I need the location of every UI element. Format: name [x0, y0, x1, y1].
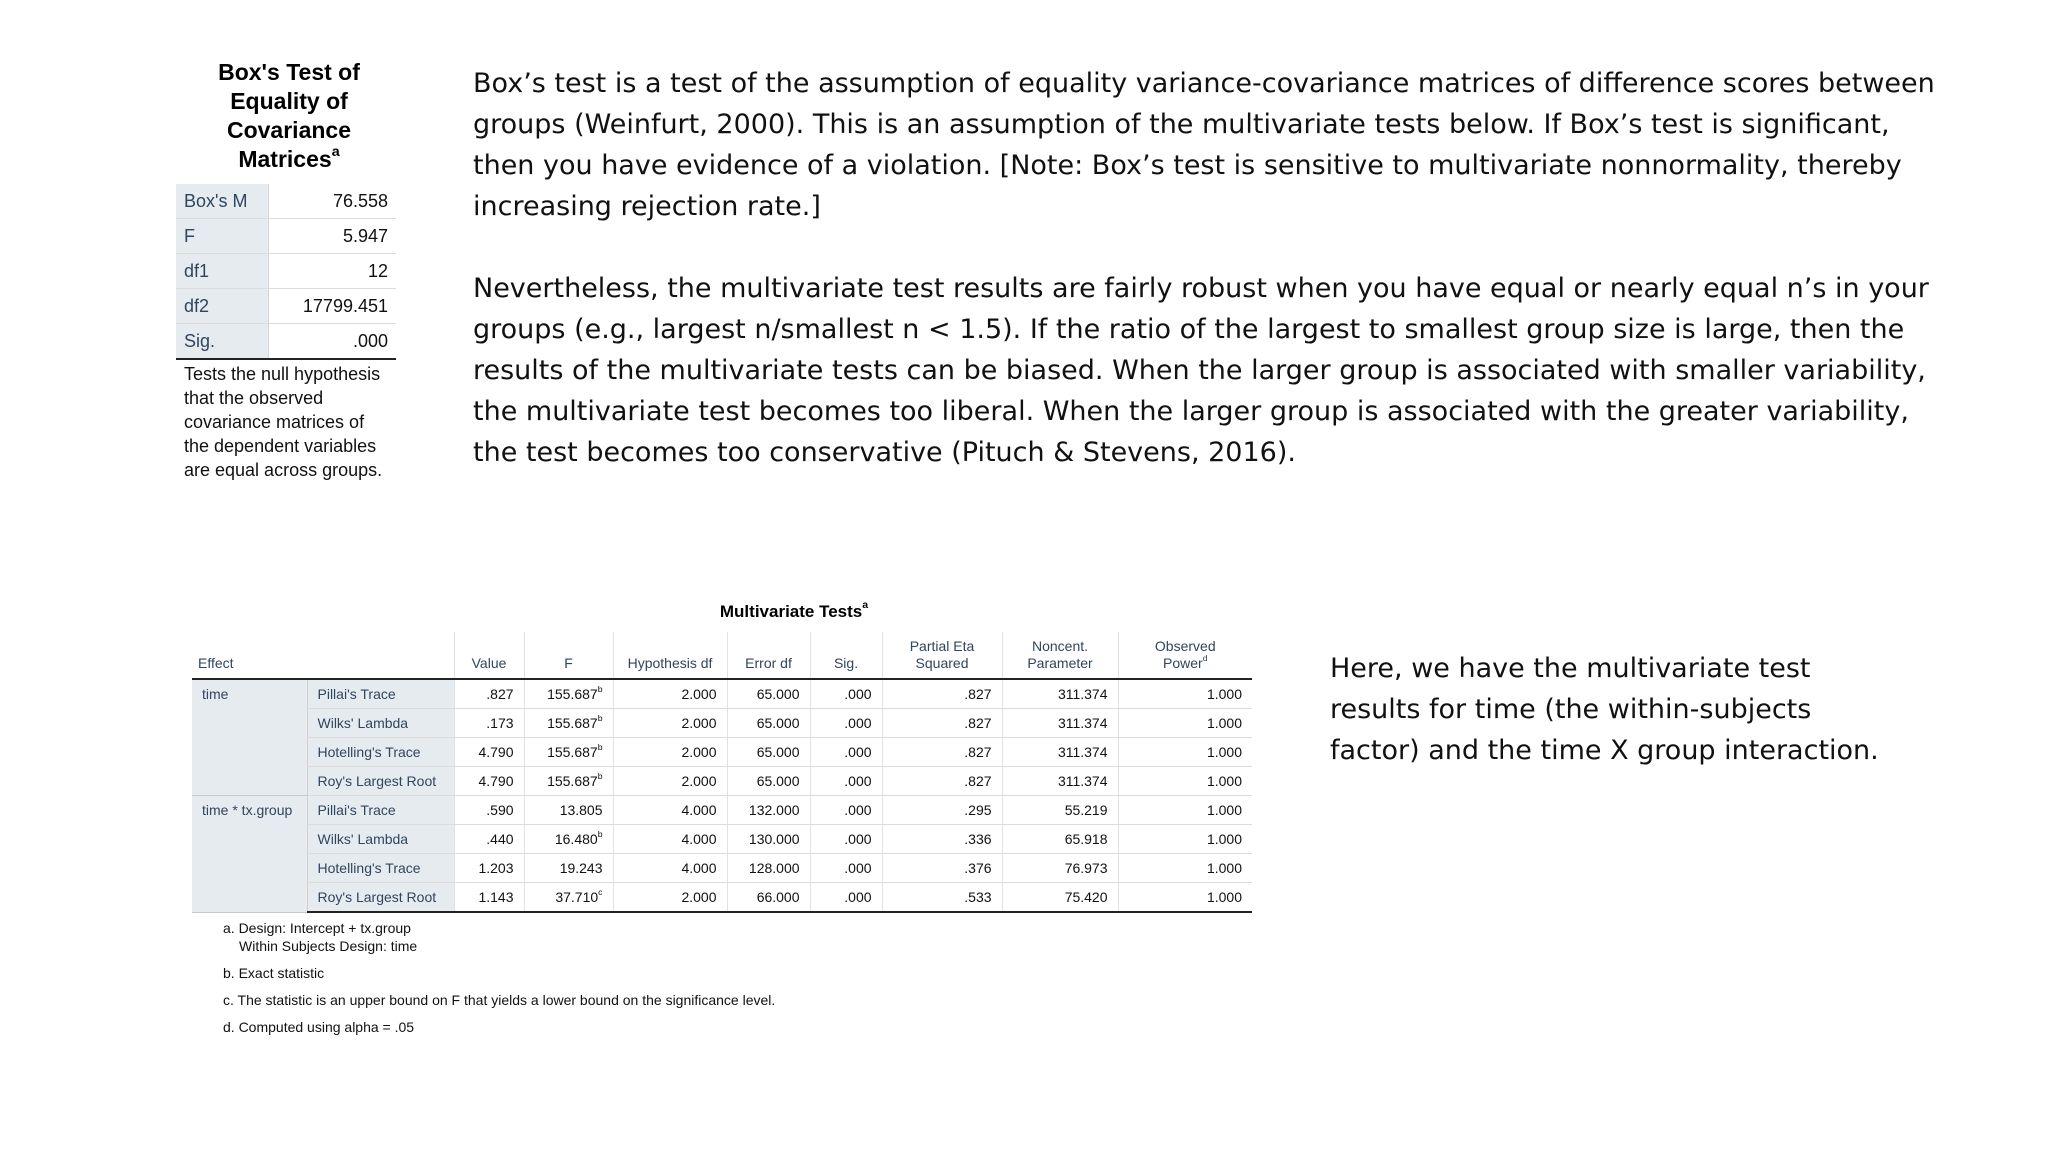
err-df-cell: 65.000 — [727, 709, 810, 738]
col-header-effect: Effect — [198, 655, 234, 671]
err-df-cell: 128.000 — [727, 854, 810, 883]
noncent-cell: 76.973 — [1002, 854, 1118, 883]
multivariate-tests-block — [192, 599, 1256, 1045]
test-label: Wilks' Lambda — [307, 709, 454, 738]
sig-cell: .000 — [810, 767, 882, 796]
footnote-a: a. Design: Intercept + tx.group Within Subjects Design: time — [223, 920, 418, 954]
err-df-cell: 65.000 — [727, 767, 810, 796]
power-cell: 1.000 — [1118, 796, 1252, 825]
test-label: Roy's Largest Root — [307, 767, 454, 796]
row-value: 17799.451 — [269, 289, 397, 324]
footnote-c: c. The statistic is an upper bound on F that yields a lower bound on the significance level. — [223, 992, 776, 1008]
multivariate-tests-table — [192, 632, 1252, 913]
row-value: 76.558 — [269, 184, 397, 219]
table-row — [176, 184, 396, 219]
err-df-cell: 132.000 — [727, 796, 810, 825]
power-cell: 1.000 — [1118, 738, 1252, 767]
box-test-explanation-paragraph: Box’s test is a test of the assumption of equality variance-covariance matrices of difference scores between groups (Weinfurt, 2000). This is an assumption of the multivariate tests below. If Box’s test is significant, then you have evidence of a violation. [Note: Box’s test is sensitive to multivariate nonnormality, thereby increasing rejection rate.] — [473, 68, 1935, 222]
sig-cell: .000 — [810, 825, 882, 854]
noncent-cell: 311.374 — [1002, 709, 1118, 738]
noncent-cell: 55.219 — [1002, 796, 1118, 825]
hyp-df-cell: 2.000 — [613, 709, 727, 738]
hyp-df-cell: 2.000 — [613, 883, 727, 913]
test-label: Pillai's Trace — [307, 796, 454, 825]
test-label: Roy's Largest Root — [307, 883, 454, 913]
col-header-partial-eta: Partial Eta Squared — [882, 632, 1002, 679]
table-row — [192, 883, 1252, 913]
effect-label: time — [192, 679, 307, 796]
f-cell: 19.243 — [524, 854, 613, 883]
footnote-b: b. Exact statistic — [223, 965, 325, 981]
box-test-table — [176, 184, 396, 360]
value-cell: 4.790 — [454, 767, 524, 796]
value-cell: 1.143 — [454, 883, 524, 913]
value-cell: 1.203 — [454, 854, 524, 883]
noncent-cell: 311.374 — [1002, 679, 1118, 709]
header-row — [192, 632, 1252, 679]
f-cell: 155.687$^b$ — [524, 679, 613, 709]
f-cell: 13.805 — [524, 796, 613, 825]
box-test-title — [176, 58, 398, 174]
multivariate-summary-paragraph: Here, we have the multivariate test results for time (the within-subjects factor) and the time X group interaction. — [1330, 653, 1879, 766]
noncent-cell: 65.918 — [1002, 825, 1118, 854]
sig-cell: .000 — [810, 796, 882, 825]
table-row — [192, 825, 1252, 854]
table-row — [176, 289, 396, 324]
row-label: df1 — [176, 254, 269, 289]
f-cell: 155.687$^b$ — [524, 738, 613, 767]
table-row — [192, 796, 1252, 825]
err-df-cell: 66.000 — [727, 883, 810, 913]
row-value: 12 — [269, 254, 397, 289]
table-row — [192, 767, 1252, 796]
robustness-paragraph: Nevertheless, the multivariate test results are fairly robust when you have equal or nearly equal n’s in your groups (e.g., largest n/smallest n < 1.5). If the ratio of the largest to smallest group size is large, then the results of the multivariate tests can be biased. When the larger group is associated with smaller variability, the multivariate test becomes too liberal. When the larger group is associated with the greater variability, the test becomes too conservative (Pituch & Stevens, 2016). — [473, 273, 1929, 468]
test-label: Hotelling's Trace — [307, 738, 454, 767]
box-test-table-block — [176, 58, 398, 482]
test-label: Hotelling's Trace — [307, 854, 454, 883]
sig-cell: .000 — [810, 679, 882, 709]
f-cell: 16.480$^b$ — [524, 825, 613, 854]
sig-cell: .000 — [810, 709, 882, 738]
row-label: F — [176, 219, 269, 254]
table-row — [176, 219, 396, 254]
value-cell: .173 — [454, 709, 524, 738]
row-label: df2 — [176, 289, 269, 324]
power-cell: 1.000 — [1118, 679, 1252, 709]
multivariate-footnotes — [192, 919, 1256, 1036]
table-row — [192, 709, 1252, 738]
hyp-df-cell: 2.000 — [613, 679, 727, 709]
power-cell: 1.000 — [1118, 825, 1252, 854]
eta-cell: .827 — [882, 709, 1002, 738]
effect-label: time * tx.group — [192, 796, 307, 913]
sig-cell: .000 — [810, 738, 882, 767]
row-value: .000 — [269, 324, 397, 360]
table-row — [176, 324, 396, 360]
power-cell: 1.000 — [1118, 767, 1252, 796]
power-cell: 1.000 — [1118, 883, 1252, 913]
err-df-cell: 65.000 — [727, 738, 810, 767]
eta-cell: .827 — [882, 767, 1002, 796]
table-row — [192, 679, 1252, 709]
f-cell: 155.687$^b$ — [524, 767, 613, 796]
eta-cell: .827 — [882, 679, 1002, 709]
hyp-df-cell: 4.000 — [613, 854, 727, 883]
box-test-note: Tests the null hypothesis that the observed covariance matrices of the dependent variables are equal across groups. — [184, 364, 383, 480]
value-cell: .590 — [454, 796, 524, 825]
f-cell: 155.687$^b$ — [524, 709, 613, 738]
value-cell: .440 — [454, 825, 524, 854]
eta-cell: .336 — [882, 825, 1002, 854]
col-header-power: Observed Power$^d$ — [1118, 632, 1252, 679]
noncent-cell: 311.374 — [1002, 767, 1118, 796]
table-row — [176, 254, 396, 289]
err-df-cell: 130.000 — [727, 825, 810, 854]
noncent-cell: 311.374 — [1002, 738, 1118, 767]
multivariate-tests-title: Multivariate Tests$^a$ — [719, 599, 869, 621]
value-cell: 4.790 — [454, 738, 524, 767]
value-cell: .827 — [454, 679, 524, 709]
eta-cell: .827 — [882, 738, 1002, 767]
row-label: Sig. — [176, 324, 269, 360]
noncent-cell: 75.420 — [1002, 883, 1118, 913]
footnote-marker: a — [862, 599, 869, 612]
col-header-hypothesis-df: Hypothesis df — [613, 632, 727, 679]
col-header-value: Value — [454, 632, 524, 679]
col-header-error-df: Error df — [727, 632, 810, 679]
row-label: Box's M — [176, 184, 269, 219]
row-value: 5.947 — [269, 219, 397, 254]
f-cell: 37.710$^c$ — [524, 883, 613, 913]
table-row — [192, 738, 1252, 767]
eta-cell: .376 — [882, 854, 1002, 883]
box-test-title-line: Box's Test of — [218, 59, 360, 85]
hyp-df-cell: 4.000 — [613, 796, 727, 825]
power-cell: 1.000 — [1118, 854, 1252, 883]
eta-cell: .295 — [882, 796, 1002, 825]
footnote-d: d. Computed using alpha = .05 — [223, 1019, 415, 1035]
box-test-title-line: Covariance — [226, 117, 351, 143]
sig-cell: .000 — [810, 854, 882, 883]
eta-cell: .533 — [882, 883, 1002, 913]
test-label: Wilks' Lambda — [307, 825, 454, 854]
sig-cell: .000 — [810, 883, 882, 913]
col-header-noncent: Noncent. Parameter — [1002, 632, 1118, 679]
footnote-marker: a — [331, 143, 340, 160]
box-test-title-line: Equality of — [230, 88, 348, 114]
col-header-sig: Sig. — [810, 632, 882, 679]
hyp-df-cell: 4.000 — [613, 825, 727, 854]
col-header-f: F — [524, 632, 613, 679]
box-test-title-line: Matrices$^a$ — [238, 143, 340, 172]
err-df-cell: 65.000 — [727, 679, 810, 709]
test-label: Pillai's Trace — [307, 679, 454, 709]
power-cell: 1.000 — [1118, 709, 1252, 738]
hyp-df-cell: 2.000 — [613, 738, 727, 767]
table-row — [192, 854, 1252, 883]
hyp-df-cell: 2.000 — [613, 767, 727, 796]
